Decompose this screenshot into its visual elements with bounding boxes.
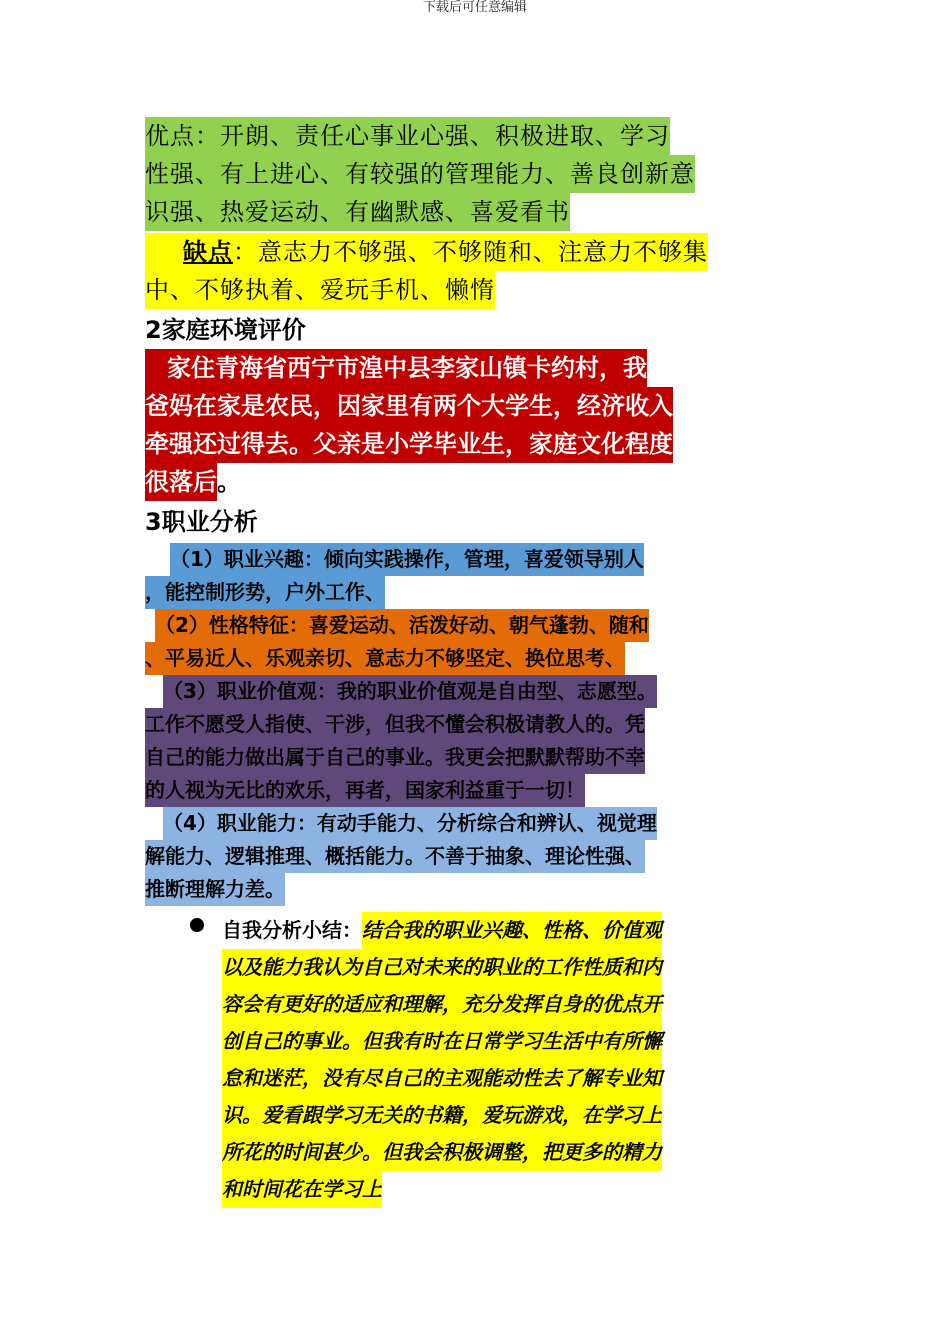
weaknesses-block [145, 233, 735, 309]
bullet-icon [190, 918, 204, 932]
family-line: 很落后。 [145, 463, 735, 501]
family-block [145, 349, 735, 501]
career-personality-line: 、平易近人、乐观亲切、意志力不够坚定、换位思考、 [145, 642, 735, 675]
career-values-line: 工作不愿受人指使、干涉，但我不懂会积极请教人的。凭 [145, 708, 735, 741]
career-interest-line: ，能控制形势，户外工作、 [145, 576, 735, 609]
weaknesses-line: 缺点：意志力不够强、不够随和、注意力不够集 [145, 233, 735, 271]
summary-label: 自我分析小结： [222, 918, 362, 942]
page-header: 下载后可任意编辑 [422, 0, 527, 15]
career-ability-line: （4）职业能力：有动手能力、分析综合和辨认、视觉理 [145, 807, 735, 840]
section-heading-family: 2家庭环境评价 [145, 316, 306, 344]
strengths-block [145, 117, 735, 231]
summary-line: 容会有更好的适应和理解，充分发挥自身的优点开 [222, 986, 717, 1023]
family-line: 家住青海省西宁市湟中县李家山镇卡约村，我 [145, 349, 735, 387]
career-block [145, 543, 735, 906]
family-line: 牵强还过得去。父亲是小学毕业生，家庭文化程度 [145, 425, 735, 463]
summary-line: 创自己的事业。但我有时在日常学习生活中有所懈 [222, 1023, 717, 1060]
summary-line: 怠和迷茫，没有尽自己的主观能动性去了解专业知 [222, 1060, 717, 1097]
weaknesses-label: 缺点 [183, 237, 233, 266]
section-heading-career: 3职业分析 [145, 508, 258, 536]
career-ability-line: 解能力、逻辑推理、概括能力。不善于抽象、理论性强、 [145, 840, 735, 873]
summary-block [222, 912, 717, 1208]
career-personality-line: （2）性格特征：喜爱运动、活泼好动、朝气蓬勃、随和 [145, 609, 735, 642]
summary-line: 自我分析小结：结合我的职业兴趣、性格、价值观 [222, 912, 717, 949]
summary-line: 所花的时间甚少。但我会积极调整，把更多的精力 [222, 1134, 717, 1171]
summary-line: 识。爱看跟学习无关的书籍，爱玩游戏，在学习上 [222, 1097, 717, 1134]
career-values-line: （3）职业价值观：我的职业价值观是自由型、志愿型。 [145, 675, 735, 708]
weaknesses-line: 中、不够执着、爱玩手机、懒惰 [145, 271, 735, 309]
family-line: 爸妈在家是农民，因家里有两个大学生，经济收入 [145, 387, 735, 425]
career-interest-line: （1）职业兴趣：倾向实践操作，管理，喜爱领导别人 [145, 543, 735, 576]
career-values-line: 的人视为无比的欢乐，再者，国家利益重于一切！ [145, 774, 735, 807]
strengths-line: 性强、有上进心、有较强的管理能力、善良创新意 [145, 155, 735, 193]
summary-line: 和时间花在学习上 [222, 1171, 717, 1208]
career-ability-line: 推断理解力差。 [145, 873, 735, 906]
strengths-line: 识强、热爱运动、有幽默感、喜爱看书 [145, 193, 735, 231]
summary-line: 以及能力我认为自己对未来的职业的工作性质和内 [222, 949, 717, 986]
career-values-line: 自己的能力做出属于自己的事业。我更会把默默帮助不幸 [145, 741, 735, 774]
strengths-line: 优点：开朗、责任心事业心强、积极进取、学习 [145, 117, 735, 155]
